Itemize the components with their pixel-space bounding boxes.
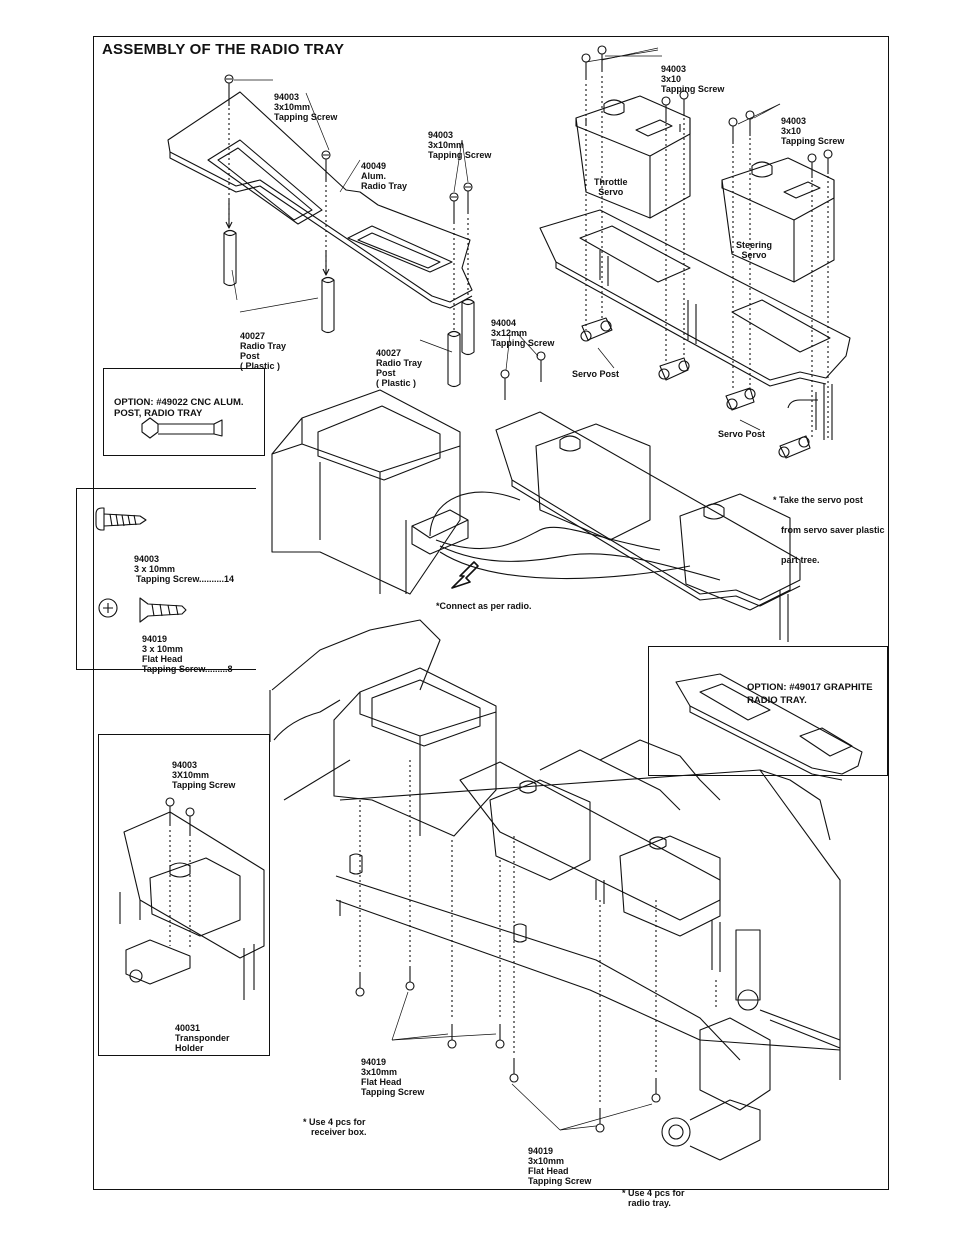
label-screw-e: 94004 3x12mm Tapping Screw [491, 318, 555, 348]
use-receiver-note: * Use 4 pcs for receiver box. [303, 1117, 367, 1137]
label-screw-b: 94003 3x10mm Tapping Screw [428, 130, 492, 160]
leader-lines [392, 992, 652, 1130]
screw-icon [501, 352, 545, 400]
option-cnc-label: OPTION: #49022 CNC ALUM. POST, RADIO TRAY [114, 397, 244, 419]
label-alum-radio-tray: 40049 Alum. Radio Tray [361, 161, 408, 191]
tapping-screw-icon [96, 508, 146, 530]
servo-post-note: * Take the servo post from servo saver plastic part tree. [773, 495, 885, 565]
label-steering-servo: Steering Servo [736, 240, 773, 260]
label-servo-post-b: Servo Post [718, 429, 766, 439]
page-title: ASSEMBLY OF THE RADIO TRAY [102, 41, 345, 58]
tray-post-mid [322, 278, 334, 333]
use-tray-note: * Use 4 pcs for radio tray. [622, 1188, 685, 1208]
transponder-assembly [120, 812, 264, 1000]
chassis-front-assembly [662, 930, 840, 1160]
chassis-servo-plate [460, 750, 720, 972]
arrow-icon [226, 200, 232, 228]
label-transponder-holder: 40031 Transponder Holder [175, 1023, 230, 1053]
label-post-b: 40027 Radio Tray Post ( Plastic ) [376, 348, 423, 388]
servo-post-icon [581, 318, 818, 458]
label-transponder-screw: 94003 3X10mm Tapping Screw [172, 760, 236, 790]
receiver-box [272, 390, 460, 594]
label-screw-a: 94003 3x10mm Tapping Screw [274, 92, 338, 122]
arrow-icon [323, 250, 329, 275]
label-flat-screw-a: 94019 3x10mm Flat Head Tapping Screw [361, 1057, 425, 1097]
label-servo-post-a: Servo Post [572, 369, 620, 379]
hw-tapping-screw-label: 94003 3 x 10mm Tapping Screw..........14 [134, 554, 235, 584]
label-flat-screw-b: 94019 3x10mm Flat Head Tapping Screw [528, 1146, 592, 1186]
hw-flat-screw-label: 94019 3 x 10mm Flat Head Tapping Screw.........8 [142, 634, 233, 674]
connect-note: *Connect as per radio. [436, 601, 532, 611]
label-screw-d: 94003 3x10 Tapping Screw [781, 116, 845, 146]
chassis-receiver [334, 668, 496, 836]
option-graphite-label: OPTION: #49017 GRAPHITE RADIO TRAY. [747, 682, 873, 706]
servo-wires [430, 492, 720, 580]
assembly-guide-lines [170, 830, 190, 950]
tray-post-right1 [448, 332, 460, 387]
label-post-a: 40027 Radio Tray Post ( Plastic ) [240, 331, 287, 371]
servo-plate-middle [496, 412, 800, 642]
tray-post-right2 [462, 300, 474, 355]
label-screw-c: 94003 3x10 Tapping Screw [661, 64, 725, 94]
tray-post-left [224, 231, 236, 286]
arrow-icon [452, 562, 478, 588]
label-throttle-servo: Throttle Servo [594, 177, 628, 197]
